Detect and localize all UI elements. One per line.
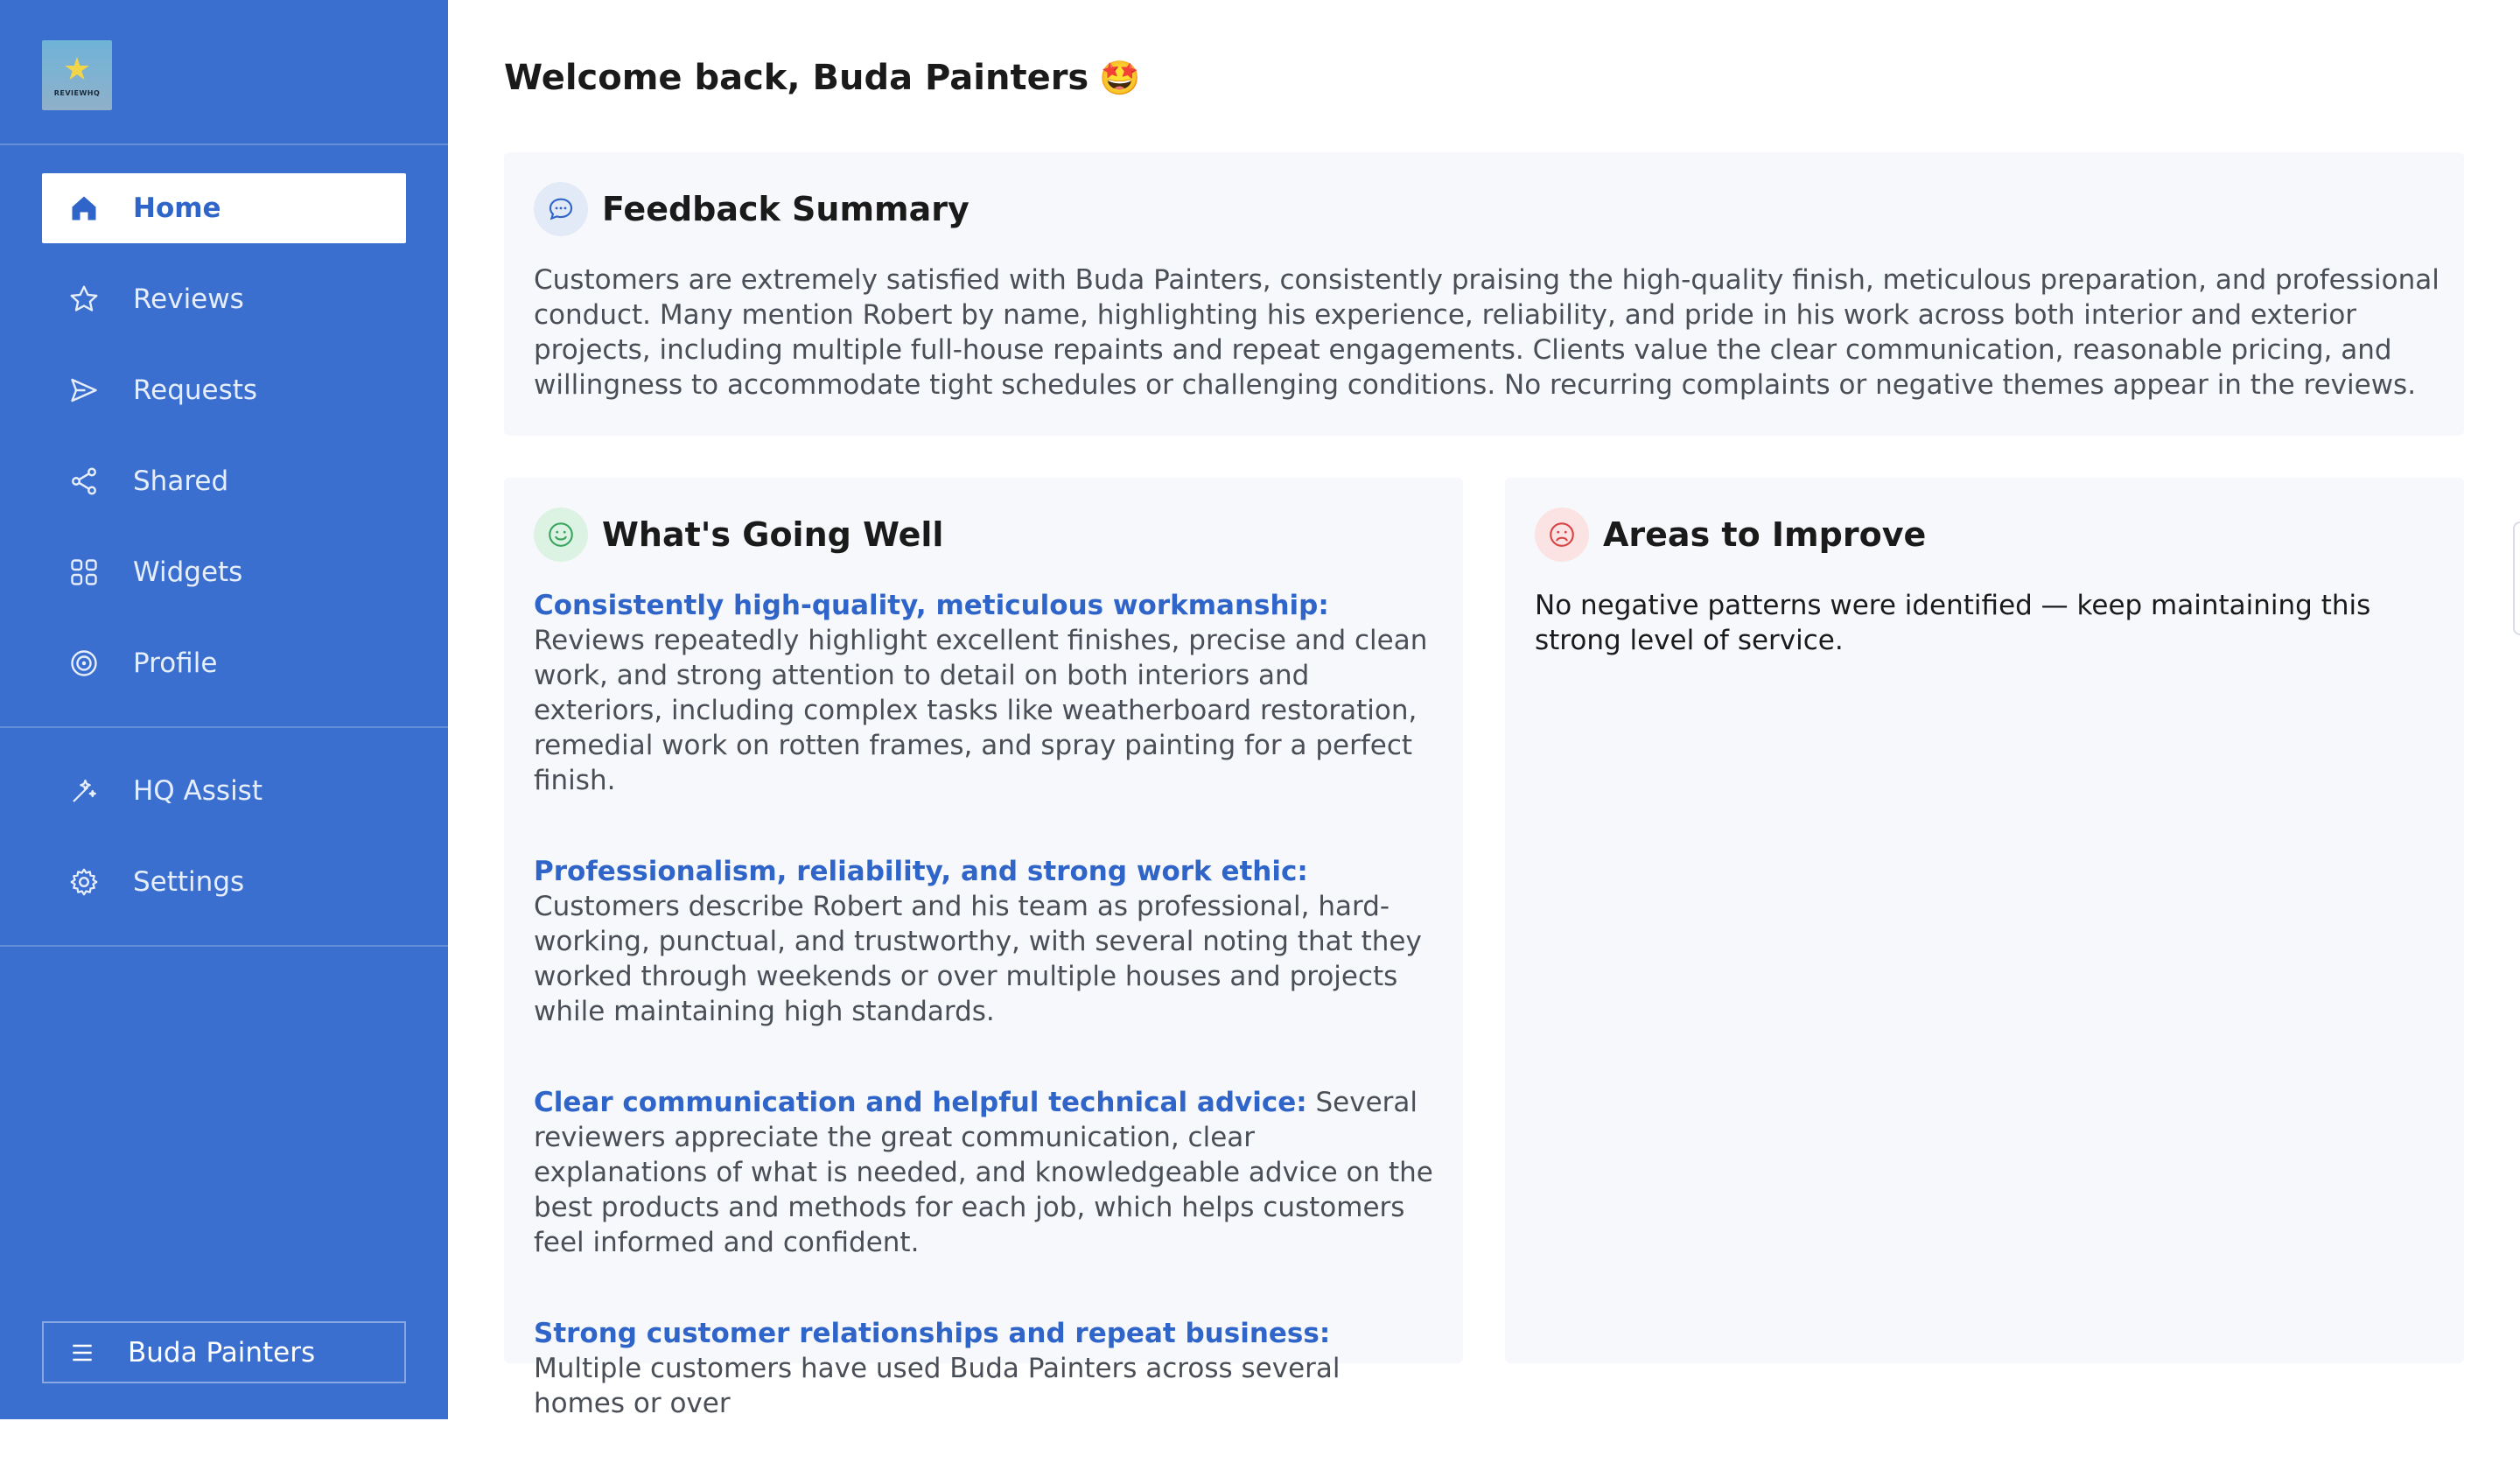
list-item-text: Reviews repeatedly highlight excellent finishes, precise and clean work, and strong attention to detail on both interiors and exteriors, including complex tasks like weatherboard restoration, remedial work on rotten frames, and spray painting for a perfect finish. [534, 625, 1428, 796]
going-well-title: What's Going Well [602, 515, 944, 554]
frown-icon [1535, 508, 1589, 562]
list-item [534, 588, 1435, 798]
home-icon [66, 191, 102, 226]
sidebar-item-hq-assist[interactable] [42, 756, 406, 826]
feedback-summary-text: Customers are extremely satisfied with Buda Painters, consistently praising the high-quality finish, meticulous preparation, and professional conduct. Many mention Robert by name, highlighting his experience, reliability, and pride in his work across both interior and exterior projects, including multiple full-house repaints and repeat engagements. Clients value the clear communication, reasonable pricing, and willingness to accommodate tight schedules or challenging conditions. No recurring complaints or negative themes appear in the reviews. [534, 264, 2440, 401]
logo-star-icon: ★ [62, 51, 92, 88]
sidebar-item-shared[interactable] [42, 446, 406, 516]
sidebar-item-reviews[interactable] [42, 264, 406, 334]
send-icon [66, 373, 102, 408]
list-item-lead: Professionalism, reliability, and strong work ethic: [534, 856, 1308, 887]
profile-icon [66, 646, 102, 681]
going-well-list [534, 588, 1435, 1477]
page-title [504, 58, 1141, 98]
feedback-summary-card [504, 152, 2464, 436]
sidebar-item-label: Settings [133, 866, 245, 898]
sidebar-item-label: Reviews [133, 284, 244, 315]
secondary-nav [0, 728, 448, 947]
feedback-summary-header [534, 182, 970, 236]
menu-icon [68, 1339, 103, 1367]
sidebar-item-settings[interactable] [42, 847, 406, 917]
areas-to-improve-title: Areas to Improve [1603, 515, 1927, 554]
list-item [534, 854, 1435, 1029]
app-logo[interactable] [42, 40, 112, 110]
sidebar-item-label: Home [133, 192, 221, 224]
sidebar [0, 0, 448, 1419]
smile-icon [534, 508, 588, 562]
feedback-summary-title: Feedback Summary [602, 190, 970, 228]
widgets-icon [66, 555, 102, 590]
welcome-text: Welcome back, Buda Painters [504, 58, 1089, 98]
sparkle-icon [66, 774, 102, 808]
sidebar-item-label: Widgets [133, 556, 243, 588]
areas-to-improve-text: No negative patterns were identified — keep maintaining this strong level of service. [1535, 590, 2371, 656]
sidebar-item-label: HQ Assist [133, 775, 262, 807]
going-well-header [534, 508, 943, 562]
list-item [534, 1316, 1435, 1421]
share-icon [66, 464, 102, 499]
gear-icon [66, 864, 102, 900]
sidebar-item-home[interactable] [42, 173, 406, 243]
list-item [534, 1085, 1435, 1260]
sidebar-item-label: Profile [133, 648, 218, 679]
star-icon [66, 282, 102, 317]
chat-bubble-icon [534, 182, 588, 236]
list-item-text: Customers describe Robert and his team as professional, hard-working, punctual, and trustworthy, with several noting that they worked through weekends or over multiple houses and projects while maintaining high standards. [534, 891, 1422, 1027]
logo-text: REVIEWHQ [53, 88, 101, 97]
star-struck-emoji: 🤩 [1099, 58, 1141, 97]
going-well-card [504, 478, 1463, 1419]
list-item-text: Multiple customers have used Buda Painters across several homes or over [534, 1353, 1340, 1419]
sidebar-item-requests[interactable] [42, 355, 406, 425]
list-item-text: Several reviewers appreciate the great communication, clear explanations of what is needed, and knowledgeable advice on the best products and methods for each job, which helps customers feel informed and confident. [534, 1087, 1433, 1258]
areas-to-improve-header [1535, 508, 1926, 562]
sidebar-item-label: Shared [133, 466, 229, 497]
primary-nav [0, 145, 448, 728]
list-item-lead: Consistently high-quality, meticulous workmanship: [534, 590, 1329, 621]
main-content [448, 0, 2520, 1419]
feedback-side-tab[interactable] [2513, 522, 2520, 635]
areas-to-improve-card [1505, 478, 2464, 1363]
list-item-lead: Strong customer relationships and repeat business: [534, 1318, 1331, 1349]
list-item-lead: Clear communication and helpful technical advice: [534, 1087, 1307, 1118]
sidebar-item-profile[interactable] [42, 628, 406, 698]
account-switcher[interactable] [42, 1321, 406, 1383]
sidebar-item-label: Requests [133, 374, 258, 406]
logo-area [0, 0, 448, 145]
account-name: Buda Painters [128, 1336, 316, 1368]
sidebar-item-widgets[interactable] [42, 537, 406, 607]
